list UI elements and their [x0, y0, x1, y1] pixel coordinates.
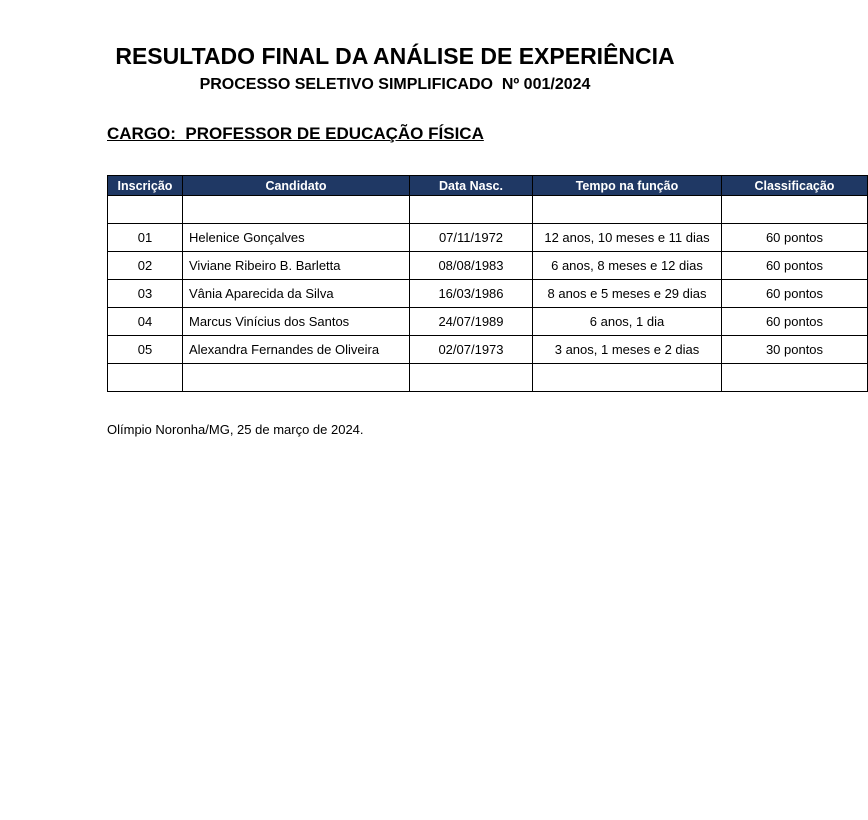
table-row — [108, 280, 868, 308]
table-row — [108, 224, 868, 252]
table-row — [108, 364, 868, 392]
column-header-data-nasc: Data Nasc. — [410, 176, 533, 196]
cargo-heading: CARGO: PROFESSOR DE EDUCAÇÃO FÍSICA — [107, 124, 484, 143]
cell-tempo: 12 anos, 10 meses e 11 dias — [533, 224, 722, 252]
cell-classificacao: 60 pontos — [722, 280, 868, 308]
cell-data-nasc — [410, 196, 533, 224]
cell-data-nasc: 24/07/1989 — [410, 308, 533, 336]
cell-inscricao: 04 — [108, 308, 183, 336]
cell-data-nasc: 08/08/1983 — [410, 252, 533, 280]
document-title: RESULTADO FINAL DA ANÁLISE DE EXPERIÊNCIA — [115, 43, 675, 69]
cell-candidato: Viviane Ribeiro B. Barletta — [183, 252, 410, 280]
table-row — [108, 308, 868, 336]
cell-data-nasc — [410, 364, 533, 392]
cell-inscricao: 03 — [108, 280, 183, 308]
column-header-candidato: Candidato — [183, 176, 410, 196]
cell-classificacao: 30 pontos — [722, 336, 868, 364]
cell-candidato: Vânia Aparecida da Silva — [183, 280, 410, 308]
cell-classificacao — [722, 196, 868, 224]
cell-candidato: Helenice Gonçalves — [183, 224, 410, 252]
cell-inscricao: 02 — [108, 252, 183, 280]
cell-tempo: 8 anos e 5 meses e 29 dias — [533, 280, 722, 308]
cell-inscricao — [108, 364, 183, 392]
cell-tempo: 3 anos, 1 meses e 2 dias — [533, 336, 722, 364]
cell-data-nasc: 07/11/1972 — [410, 224, 533, 252]
cell-candidato — [183, 196, 410, 224]
cell-tempo — [533, 364, 722, 392]
cell-classificacao: 60 pontos — [722, 224, 868, 252]
cell-classificacao: 60 pontos — [722, 252, 868, 280]
cell-inscricao — [108, 196, 183, 224]
column-header-inscricao: Inscrição — [108, 176, 183, 196]
cell-data-nasc: 02/07/1973 — [410, 336, 533, 364]
column-header-tempo: Tempo na função — [533, 176, 722, 196]
results-table-wrapper — [107, 175, 835, 392]
cell-candidato — [183, 364, 410, 392]
cell-tempo — [533, 196, 722, 224]
results-table — [107, 175, 868, 392]
cell-tempo: 6 anos, 1 dia — [533, 308, 722, 336]
cell-candidato: Alexandra Fernandes de Oliveira — [183, 336, 410, 364]
cell-tempo: 6 anos, 8 meses e 12 dias — [533, 252, 722, 280]
cell-classificacao — [722, 364, 868, 392]
cell-data-nasc: 16/03/1986 — [410, 280, 533, 308]
column-header-classificacao: Classificação — [722, 176, 868, 196]
table-row — [108, 252, 868, 280]
cell-inscricao: 05 — [108, 336, 183, 364]
document-subtitle: PROCESSO SELETIVO SIMPLIFICADO Nº 001/2024 — [199, 76, 591, 93]
table-row — [108, 196, 868, 224]
cell-inscricao: 01 — [108, 224, 183, 252]
table-header-row — [108, 176, 868, 196]
cell-candidato: Marcus Vinícius dos Santos — [183, 308, 410, 336]
place-date-line: Olímpio Noronha/MG, 25 de março de 2024. — [107, 422, 364, 437]
table-row — [108, 336, 868, 364]
cell-classificacao: 60 pontos — [722, 308, 868, 336]
